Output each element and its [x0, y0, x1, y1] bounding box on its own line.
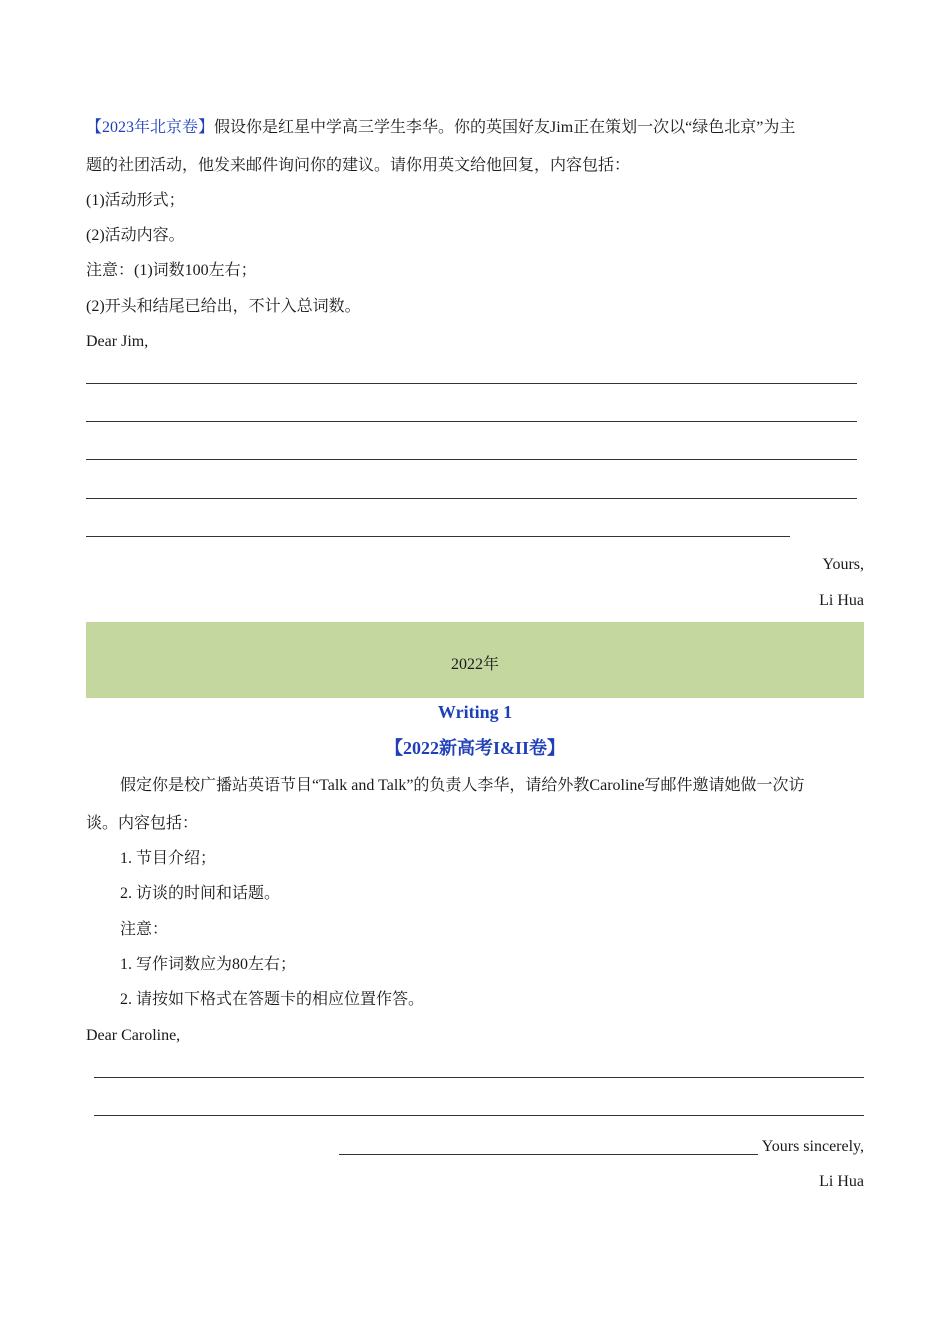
note-label: 注意： — [120, 921, 169, 938]
salutation-2023: Dear Jim, — [86, 333, 149, 350]
note-1: 1. 写作词数应为80左右； — [120, 956, 297, 973]
content-item-1: (1)活动形式； — [86, 192, 185, 209]
note-line-1: 注意：(1)词数100左右； — [86, 262, 257, 279]
content-item-1: 1. 节目介绍； — [120, 850, 217, 867]
exam-tag-2022: 【2022新高考I&II卷】 — [384, 738, 565, 758]
prompt-2023-line2: 题的社团活动，他发来邮件询问你的建议。请你用英文给他回复，内容包括： — [86, 157, 631, 174]
answer-line[interactable] — [86, 459, 857, 460]
content-item-2: (2)活动内容。 — [86, 227, 185, 244]
answer-line[interactable] — [339, 1154, 758, 1155]
answer-line[interactable] — [94, 1115, 864, 1116]
closing-2022: Yours sincerely, — [761, 1138, 864, 1155]
salutation-2022: Dear Caroline, — [86, 1027, 181, 1044]
signature-2022: Li Hua — [819, 1173, 864, 1190]
exam-tag-2023: 【2023年北京卷】 — [86, 119, 215, 136]
content-item-2: 2. 访谈的时间和话题。 — [120, 885, 281, 902]
answer-line[interactable] — [86, 421, 857, 422]
prompt-2022-line2: 谈。内容包括： — [86, 815, 199, 832]
prompt-2023-line1: 【2023年北京卷】假设你是红星中学高三学生李华。你的英国好友Jim正在策划一次以“绿色北京”为主 — [86, 119, 796, 136]
prompt-2022-line1: 假定你是校广播站英语节目“Talk and Talk”的负责人李华，请给外教Caroline写邮件邀请她做一次访 — [120, 777, 805, 794]
writing-heading: Writing 1 — [437, 702, 513, 722]
signature-2023: Li Hua — [819, 592, 864, 609]
note-line-2: (2)开头和结尾已给出，不计入总词数。 — [86, 298, 361, 315]
year-band — [86, 622, 864, 698]
answer-line[interactable] — [86, 383, 857, 384]
answer-line[interactable] — [86, 498, 857, 499]
note-2: 2. 请按如下格式在答题卡的相应位置作答。 — [120, 991, 425, 1008]
answer-line[interactable] — [86, 536, 790, 537]
closing-2023: Yours, — [822, 556, 864, 573]
year-band-label: 2022年 — [450, 656, 499, 673]
answer-line[interactable] — [94, 1077, 864, 1078]
